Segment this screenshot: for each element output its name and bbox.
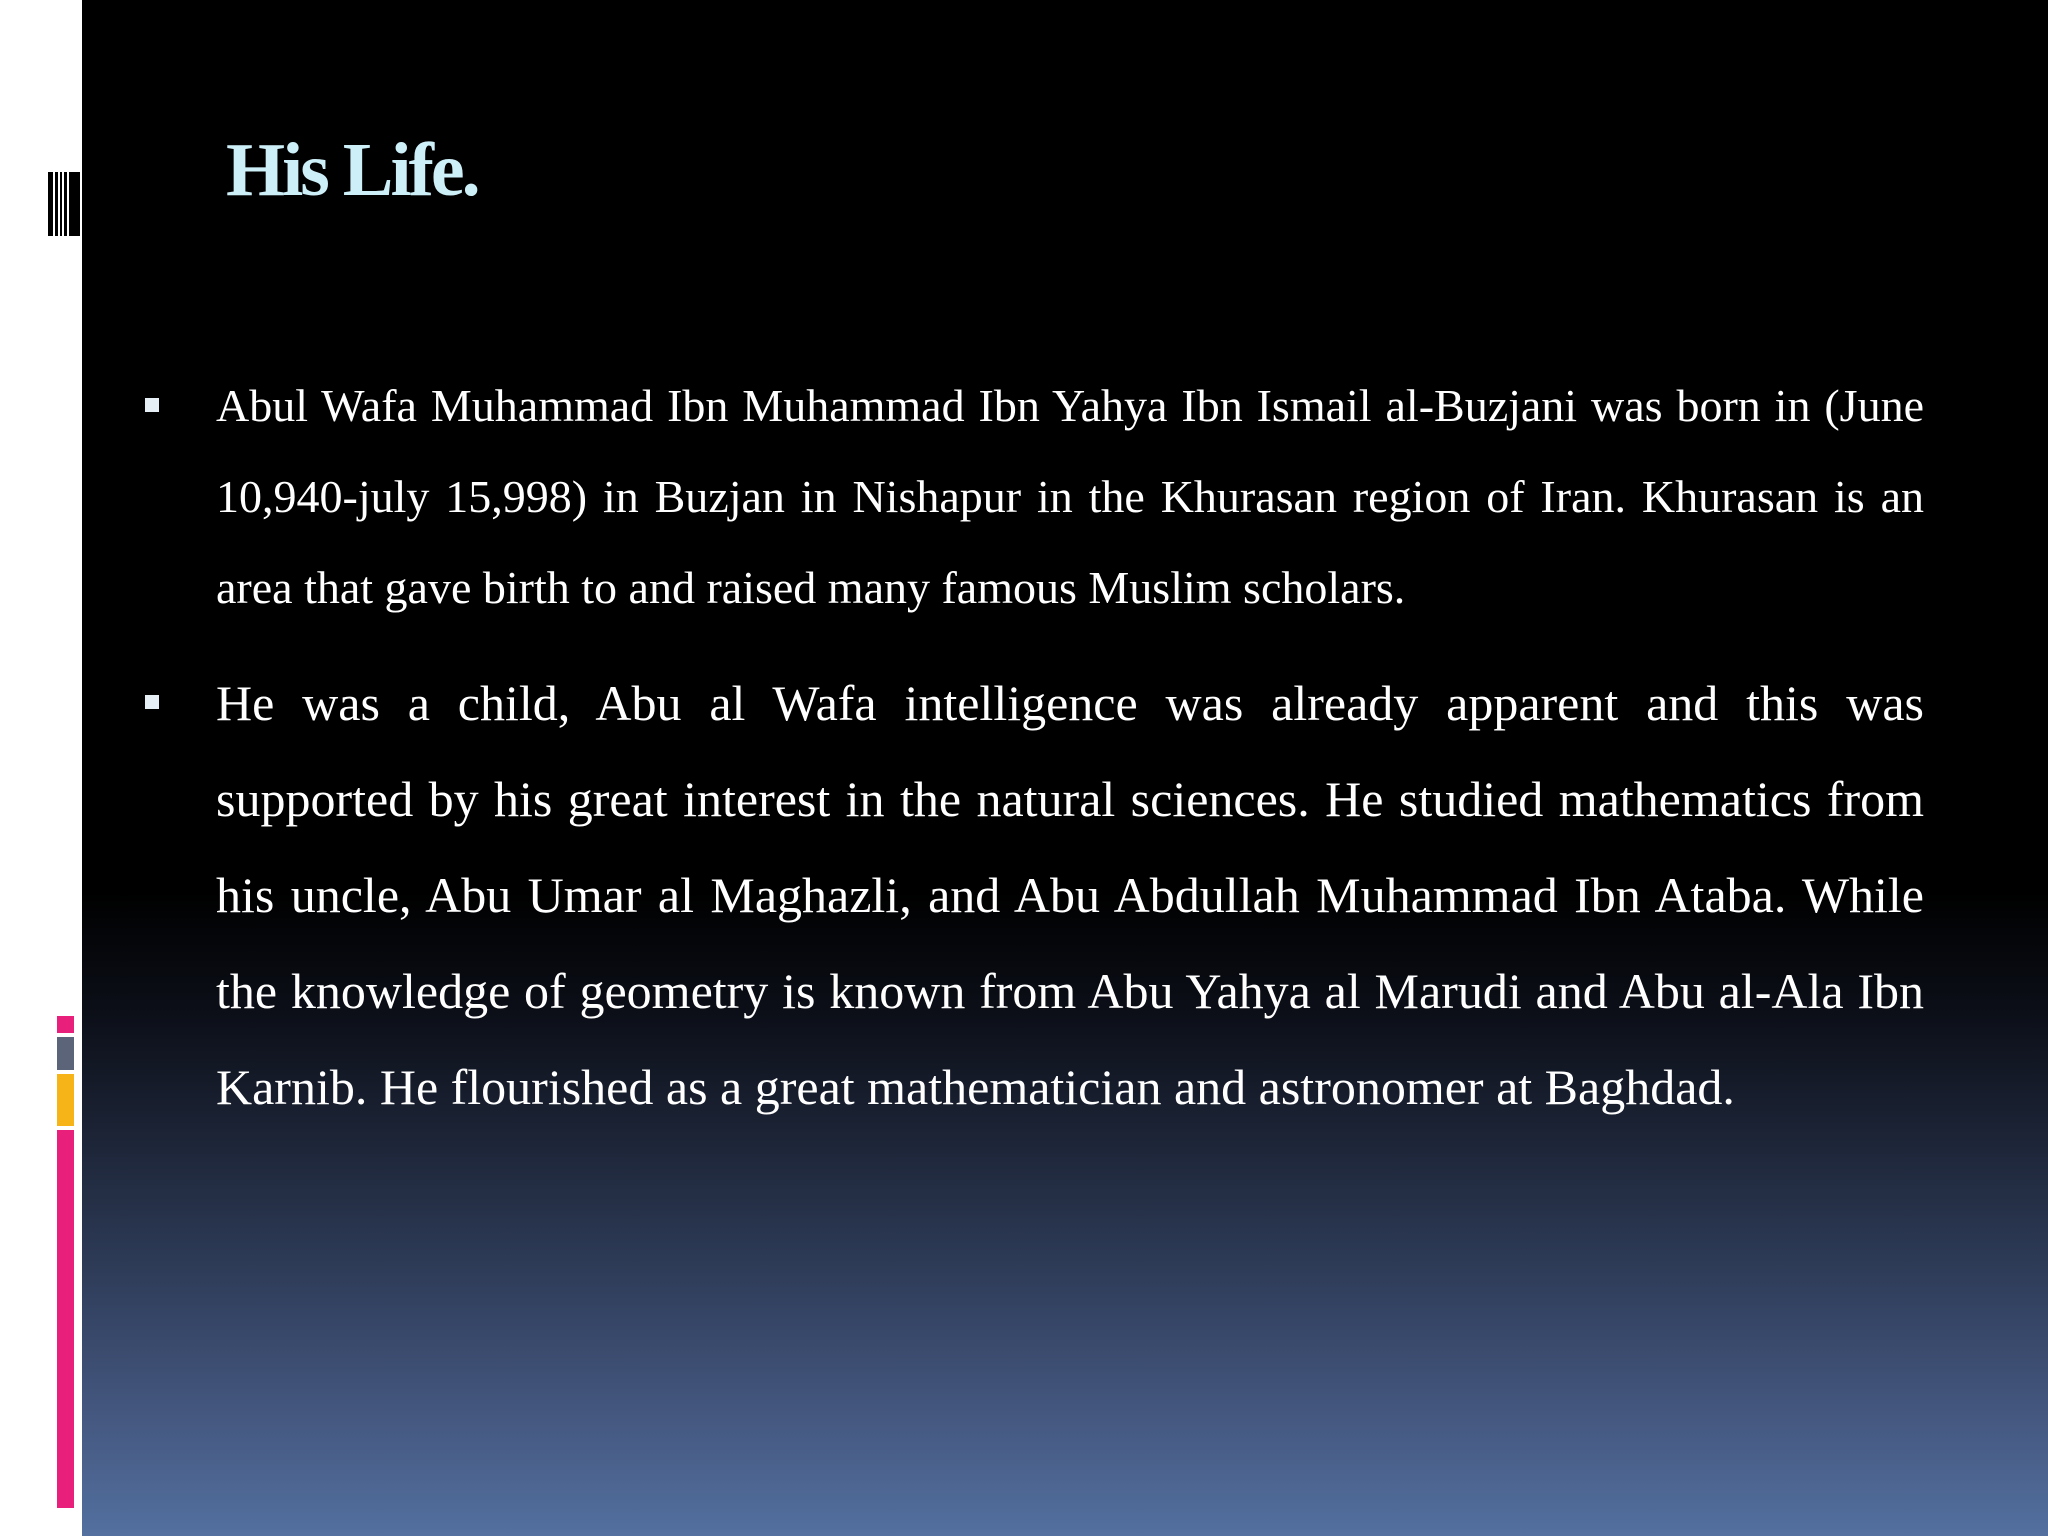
bullet-text: He was a child, Abu al Wafa intelligence was already apparent and this was supported by his great interest in the natural sciences. He studied mathematics from his uncle, Abu Umar al Maghazli, and Abu Abdullah Muhammad Ibn Ataba. While the knowledge of geometry is known from Abu Yahya al Marudi and Abu al-Ala Ibn Karnib. He flourished as a great mathematician and astronomer at Baghdad. xyxy=(216,675,1924,1115)
bullet-item xyxy=(142,655,1924,1135)
accent-bar-yellow xyxy=(57,1074,74,1126)
bullet-text: Abul Wafa Muhammad Ibn Muhammad Ibn Yahya Ibn Ismail al-Buzjani was born in (June 10,940-july 15,998) in Buzjan in Nishapur in the Khurasan region of Iran. Khurasan is an area that gave birth to and raised many famous Muslim scholars. xyxy=(216,380,1924,613)
slide-title: His Life. xyxy=(226,128,478,212)
bullet-item xyxy=(142,360,1924,633)
accent-bar-pink-small xyxy=(57,1016,74,1033)
decorative-bars xyxy=(48,172,80,236)
accent-bar-gray xyxy=(57,1037,74,1070)
square-bullet-icon xyxy=(145,398,159,412)
square-bullet-icon xyxy=(145,695,159,709)
accent-bar-pink xyxy=(57,1130,74,1508)
bullet-list xyxy=(142,360,1924,1135)
left-margin-strip xyxy=(0,0,82,1536)
